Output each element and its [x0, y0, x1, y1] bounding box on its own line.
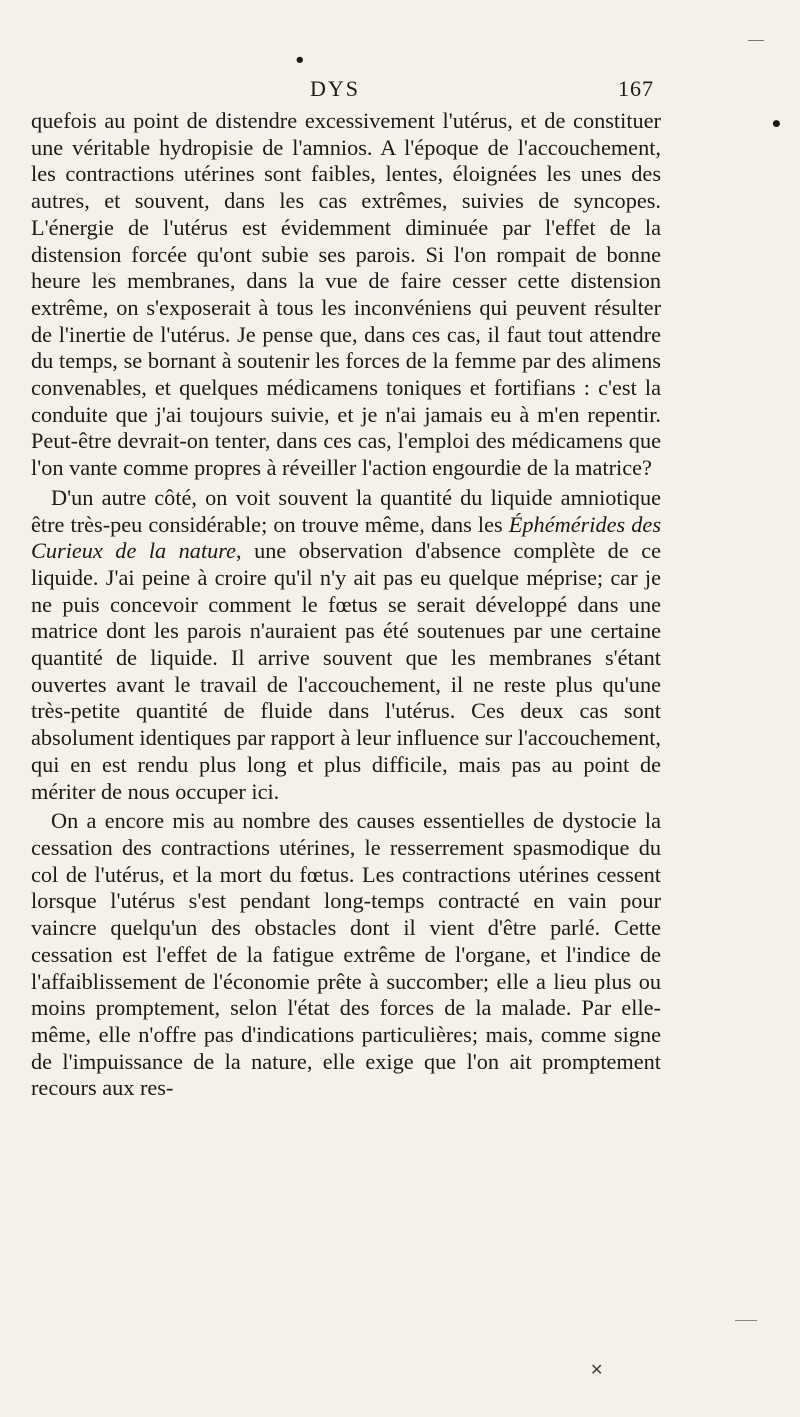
paragraph-2-start: D'un autre côté, on voit souvent la quantité du liquide amniotique être très-peu considérable; on trouve même, dans les	[31, 484, 661, 537]
paragraph-3: On a encore mis au nombre des causes essentielles de dystocie la cessation des contractions utérines, le resserrement spasmodique du col de l'utérus, et la mort du fœtus. Les contractions utérines cessent lorsque l'utérus s'est pendant long-temps contracté en vain pour vaincre quelqu'un des obstacles dont il vient d'être parlé. Cette cessation est l'effet de la fatigue extrême de l'organe, et l'indice de l'affaiblissement de l'économie prête à succomber; elle a lieu plus ou moins promptement, selon l'état des forces de la malade. Par elle-même, elle n'offre pas d'indications particulières; mais, comme signe de l'impuissance de la nature, elle exige que l'on ait promptement recours aux res-	[31, 808, 661, 1101]
margin-mark: •	[770, 112, 783, 136]
margin-dash-bottom	[735, 1320, 757, 1321]
margin-dash	[748, 40, 764, 41]
paragraph-2	[31, 485, 661, 805]
page-header	[0, 76, 800, 106]
cited-work-title: Éphémérides des Curieux de la nature	[31, 511, 662, 564]
printer-mark: •	[294, 50, 306, 71]
page-number: 167	[618, 76, 654, 101]
paragraph-2-end: , une observation d'absence complète de ce liquide. J'ai peine à croire qu'il n'y ait pas eu quelque méprise; car je ne puis concevoir comment le fœtus se serait développé dans une matrice dont les parois n'auraient pas été soutenues par une certaine quantité de liquide. Il arrive souvent que les membranes s'étant ouvertes avant le travail de l'accouchement, il ne reste plus qu'une très-petite quantité de fluide dans l'utérus. Ces deux cas sont absolument identiques par rapport à leur influence sur l'accouchement, qui en est rendu plus long et plus difficile, mais pas au point de mériter de nous occuper ici.	[31, 538, 661, 804]
running-head: DYS	[310, 76, 361, 101]
body-text	[31, 108, 661, 1102]
printer-mark-bottom: ✕	[590, 1360, 604, 1379]
paragraph-1: quefois au point de distendre excessivement l'utérus, et de constituer une véritable hydropisie de l'amnios. A l'époque de l'accouchement, les contractions utérines sont faibles, lentes, éloignées les unes des autres, et souvent, dans les cas extrêmes, suivies de syncopes. L'énergie de l'utérus est évidemment diminuée par l'effet de la distension forcée qu'ont subie ses parois. Si l'on rompait de bonne heure les membranes, dans la vue de faire cesser cette distension extrême, on s'exposerait à tous les inconvéniens qui peuvent résulter de l'inertie de l'utérus. Je pense que, dans ces cas, il faut tout attendre du temps, se bornant à soutenir les forces de la femme par des alimens convenables, et quelques médicamens toniques et fortifians : c'est la conduite que j'ai toujours suivie, et je n'ai jamais eu à m'en repentir. Peut-être devrait-on tenter, dans ces cas, l'emploi des médicamens que l'on vante comme propres à réveiller l'action engourdie de la matrice?	[31, 108, 661, 481]
